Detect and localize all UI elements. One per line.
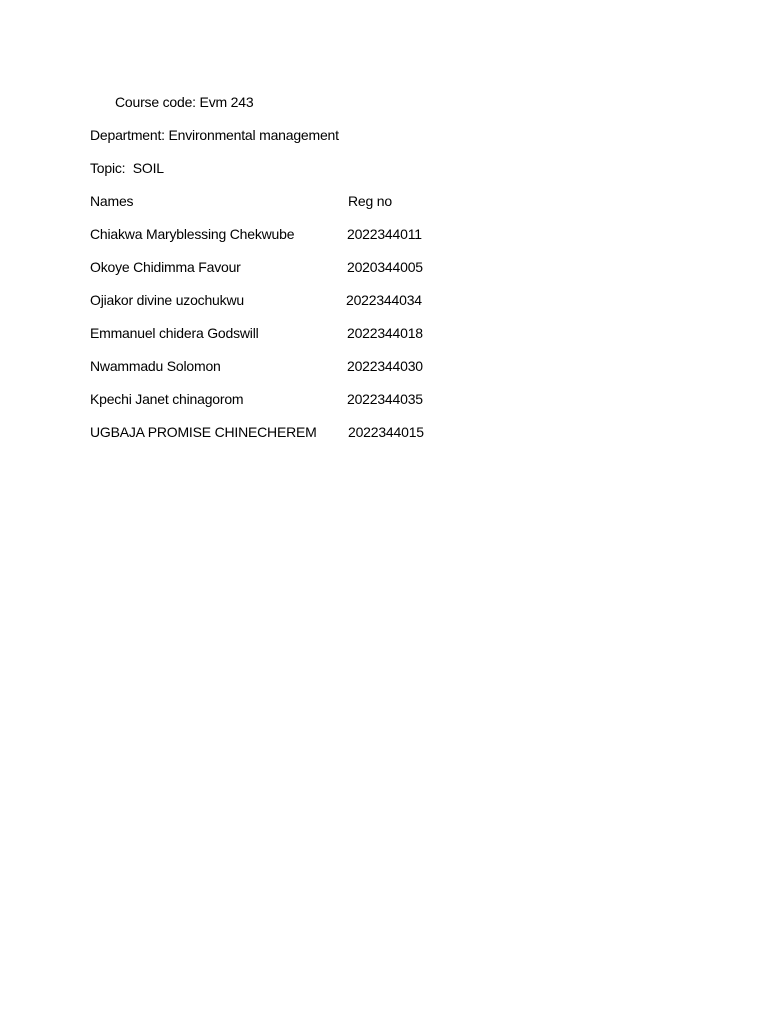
table-row	[0, 357, 768, 375]
student-name: UGBAJA PROMISE CHINECHEREM	[90, 424, 317, 440]
reg-number: 2022344034	[346, 292, 422, 308]
table-row	[0, 390, 768, 408]
table-row	[0, 423, 768, 441]
student-name: Emmanuel chidera Godswill	[90, 325, 259, 341]
student-name: Nwammadu Solomon	[90, 358, 221, 374]
student-name: Ojiakor divine uzochukwu	[90, 292, 244, 308]
reg-number: 2020344005	[347, 259, 423, 275]
reg-no-column-header: Reg no	[348, 193, 392, 209]
student-name: Kpechi Janet chinagorom	[90, 391, 244, 407]
names-column-header: Names	[90, 193, 134, 209]
reg-number: 2022344018	[347, 325, 423, 341]
table-row	[0, 225, 768, 243]
student-name: Okoye Chidimma Favour	[90, 259, 241, 275]
reg-number: 2022344035	[347, 391, 423, 407]
course-code: Course code: Evm 243	[115, 94, 254, 110]
topic: Topic: SOIL	[90, 160, 164, 176]
table-row	[0, 258, 768, 276]
reg-number: 2022344011	[347, 226, 422, 242]
reg-number: 2022344015	[348, 424, 424, 440]
student-name: Chiakwa Maryblessing Chekwube	[90, 226, 295, 242]
table-row	[0, 291, 768, 309]
department: Department: Environmental management	[90, 127, 339, 143]
reg-number: 2022344030	[347, 358, 423, 374]
table-row	[0, 324, 768, 342]
